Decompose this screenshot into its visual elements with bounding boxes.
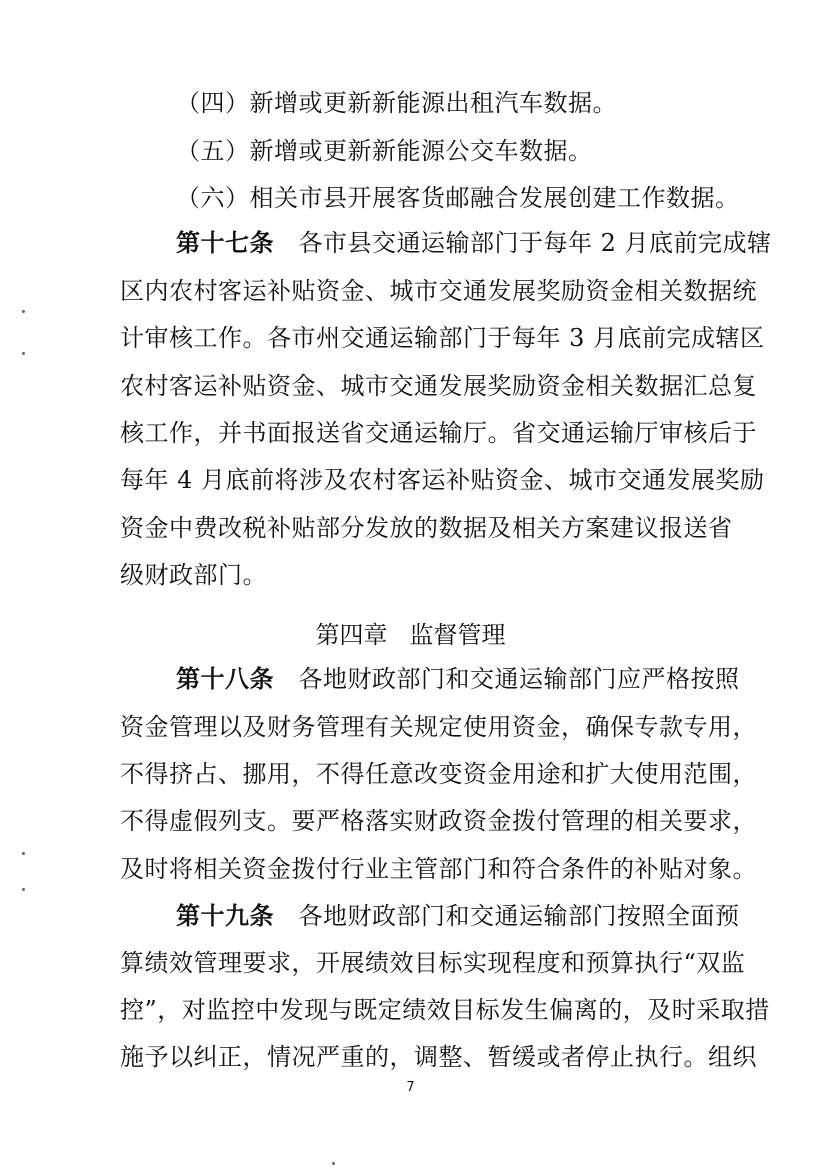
article-19-text: 各地财政部门和交通运输部门按照全面预 (298, 902, 740, 930)
article-18-first-line (176, 664, 740, 694)
article-18-line: 不得挤占、挪用，不得任意改变资金用途和扩大使用范围， (120, 760, 757, 788)
list-item-6: （六）相关市县开展客货邮融合发展创建工作数据。 (176, 184, 740, 212)
article-17-line: 区内农村客运补贴资金、城市交通发展奖励资金相关数据统 (120, 277, 757, 305)
chapter-heading (0, 620, 821, 650)
chapter-number: 第四章 (315, 621, 388, 649)
article-18-text: 各地财政部门和交通运输部门应严格按照 (298, 665, 740, 693)
article-19-first-line (176, 901, 740, 931)
chapter-title: 监督管理 (409, 621, 506, 649)
article-17-line: 计审核工作。各市州交通运输部门于每年 3 月底前完成辖区 (120, 324, 765, 352)
article-17-heading: 第十七条 (176, 228, 274, 257)
article-19-line: 施予以纠正，情况严重的，调整、暂缓或者停止执行。组织 (120, 1043, 757, 1071)
scan-speck (332, 1162, 335, 1165)
page-number: 7 (406, 1080, 415, 1095)
article-17-line: 资金中费改税补贴部分发放的数据及相关方案建议报送省 (120, 514, 733, 542)
scan-speck (22, 852, 25, 855)
article-17-line: 级财政部门。 (120, 561, 267, 589)
article-17-first-line (176, 228, 772, 258)
scan-speck (22, 352, 25, 355)
article-17-line: 核工作，并书面报送省交通运输厅。省交通运输厅审核后于 (120, 419, 757, 447)
article-19-line: 控”，对监控中发现与既定绩效目标发生偏离的，及时采取措 (120, 996, 770, 1024)
article-17-text: 各市县交通运输部门于每年 2 月底前完成辖 (298, 229, 772, 257)
article-18-heading: 第十八条 (176, 664, 274, 693)
list-item-4: （四）新增或更新新能源出租汽车数据。 (176, 89, 617, 117)
scan-speck (22, 888, 25, 891)
article-17-line: 每年 4 月底前将涉及农村客运补贴资金、城市交通发展奖励 (120, 466, 765, 494)
article-18-line: 及时将相关资金拨付行业主管部门和符合条件的补贴对象。 (120, 855, 757, 883)
article-18-line: 不得虚假列支。要严格落实财政资金拨付管理的相关要求， (120, 807, 757, 835)
article-19-line: 算绩效管理要求，开展绩效目标实现程度和预算执行“双监 (120, 949, 746, 977)
article-17-line: 农村客运补贴资金、城市交通发展奖励资金相关数据汇总复 (120, 372, 757, 400)
article-19-heading: 第十九条 (176, 901, 274, 930)
scan-speck (22, 310, 25, 313)
article-18-line: 资金管理以及财务管理有关规定使用资金，确保专款专用， (120, 713, 757, 741)
list-item-5: （五）新增或更新新能源公交车数据。 (176, 137, 593, 165)
